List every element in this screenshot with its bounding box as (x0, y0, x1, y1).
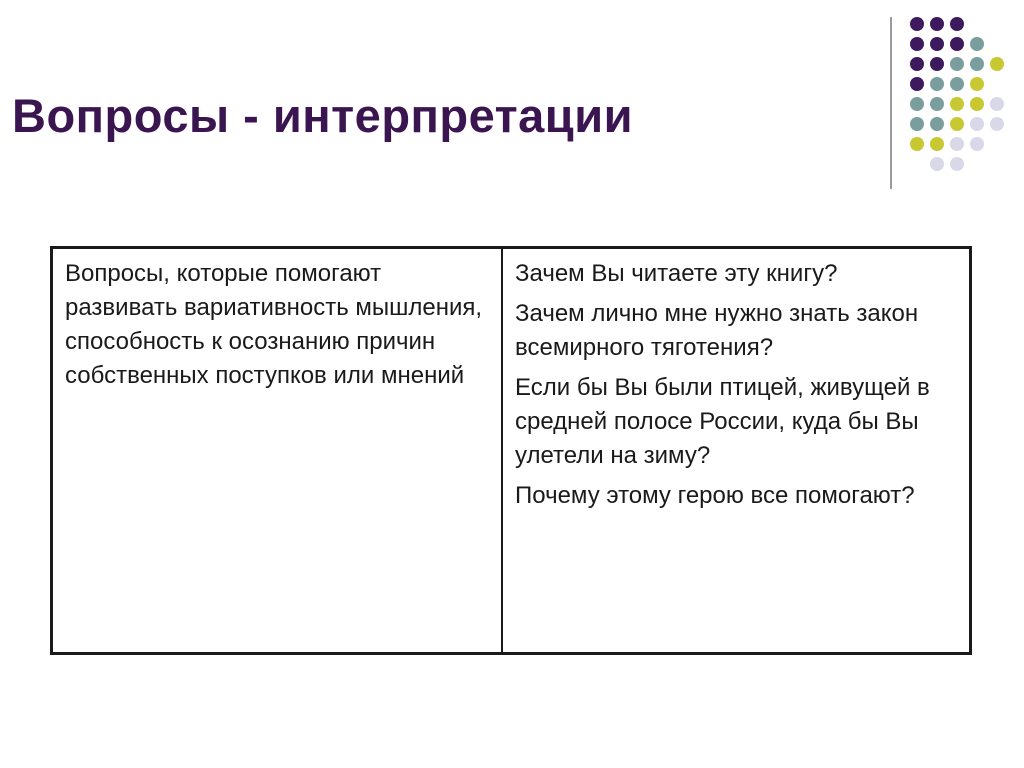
example-question: Почему этому герою все помогают? (515, 482, 915, 509)
decorative-dot (970, 57, 984, 71)
decorative-dot (990, 117, 1004, 131)
decorative-dot (930, 117, 944, 131)
decorative-dot (970, 117, 984, 131)
description-text: Вопросы, которые помогают развивать вариативность мышления, способность к осознанию причин собственных поступков или мнений (65, 260, 483, 389)
decorative-dot (910, 37, 924, 51)
decorative-dot (930, 97, 944, 111)
decorative-dot (930, 157, 944, 171)
example-question: Если бы Вы были птицей, живущей в средней полосе России, куда бы Вы улетели на зиму? (515, 374, 930, 469)
slide-title: Вопросы - интерпретации (12, 89, 633, 142)
decorative-dot (910, 17, 924, 31)
content-table (50, 246, 972, 655)
description-cell (52, 248, 503, 654)
decorative-divider (890, 17, 892, 189)
decorative-dot (930, 57, 944, 71)
decorative-dot (950, 57, 964, 71)
decorative-dot (910, 137, 924, 151)
decorative-dot (930, 17, 944, 31)
examples-cell (502, 248, 971, 654)
decorative-dot (930, 77, 944, 91)
decorative-dot (910, 117, 924, 131)
decorative-dot (970, 77, 984, 91)
decorative-dot (950, 117, 964, 131)
decorative-dot (950, 97, 964, 111)
decorative-dot (970, 97, 984, 111)
decorative-dot (930, 137, 944, 151)
decorative-dot (910, 57, 924, 71)
decorative-dot (970, 137, 984, 151)
decorative-dot (930, 37, 944, 51)
table-row (52, 248, 971, 654)
decorative-dot (950, 37, 964, 51)
decorative-dot (950, 77, 964, 91)
example-question: Зачем лично мне нужно знать закон всемирного тяготения? (515, 300, 919, 361)
decorative-dot (950, 17, 964, 31)
decorative-dot (950, 137, 964, 151)
decorative-dot (910, 77, 924, 91)
decorative-dot (910, 97, 924, 111)
example-question: Зачем Вы читаете эту книгу? (515, 260, 838, 287)
decorative-dot (990, 57, 1004, 71)
decorative-dot (970, 37, 984, 51)
decorative-dot (950, 157, 964, 171)
decorative-dot (990, 97, 1004, 111)
